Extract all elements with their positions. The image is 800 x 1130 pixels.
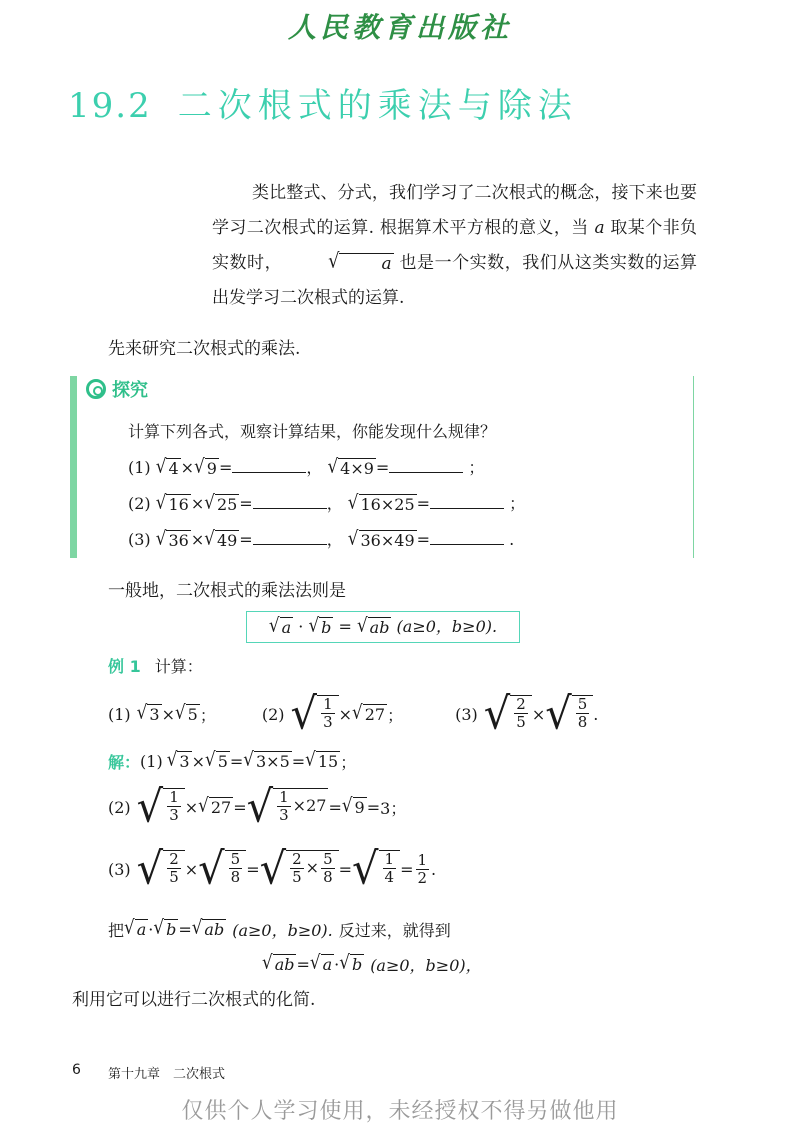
sqrt-a: √ a bbox=[328, 248, 392, 274]
explore-prompt: 计算下列各式，观察计算结果，你能发现什么规律？ bbox=[128, 422, 497, 441]
reverse-line: 把 √ a · √ b = √ ab (a≥0，b≥0). 反过来，就得到 bbox=[108, 915, 451, 940]
example-label: 例 1 bbox=[108, 657, 141, 676]
explore-title: 探究 bbox=[112, 380, 148, 401]
multiplication-rule-box: √ a · √ b = √ ab (a≥0，b≥0). bbox=[246, 611, 520, 643]
example-heading bbox=[108, 654, 203, 677]
solution-line-3: (3) √ $\frac{2}{5}$ × √ $\frac{5}{8}$ = √ $\frac{2}{5}$ × $\frac{5}{8}$ = √ $\frac{1}{4}$ = $\frac{1}{2}$ . bbox=[108, 843, 437, 895]
chapter-label: 第十九章 二次根式 bbox=[108, 1067, 226, 1082]
rule-condition: (a≥0，b≥0). bbox=[396, 617, 498, 636]
intro-text-3: 也是一个实数，我们从这类实数的运算出发学习二次根式的运算. bbox=[212, 253, 698, 308]
watermark: 仅供个人学习使用，未经授权不得另做他用 bbox=[181, 1099, 619, 1124]
solution-line-2: (2) √ $\frac{1}{3}$ × √ 27 = √ $\frac{1}{3}$ ×27 = √ 9 = 3； bbox=[108, 781, 407, 833]
intro-var-a: a bbox=[594, 218, 605, 238]
intro-paragraph bbox=[212, 176, 697, 316]
section-title bbox=[68, 78, 578, 127]
explore-box bbox=[70, 376, 694, 558]
answer-blank[interactable] bbox=[232, 458, 306, 473]
answer-blank[interactable] bbox=[430, 494, 504, 509]
intro-text-1: 类比整式、分式，我们学习了二次根式的概念，接下来也要学习二次根式的运算. 根据算术平方根的意义，当 bbox=[212, 183, 697, 238]
explore-border bbox=[693, 376, 695, 558]
reverse-formula: √ ab = √ a · √ b (a≥0，b≥0)， bbox=[262, 950, 482, 975]
page-number: 6 bbox=[72, 1062, 81, 1078]
explore-item-1: (1) √ 4 × √ 9 = ， √ 4×9 = ； bbox=[128, 454, 485, 479]
closing-text: 利用它可以进行二次根式的化简. bbox=[72, 990, 316, 1010]
solution-label: 解： bbox=[108, 753, 141, 772]
section-name: 二次根式的乘法与除法 bbox=[177, 86, 578, 126]
explore-item-3: (3) √ 36 × √ 49 = ， √ 36×49 = . bbox=[128, 526, 515, 551]
solution-line-1: 解： (1) √ 3 × √ 5 = √ 3×5 = √ 15 ； bbox=[108, 747, 357, 772]
explore-icon bbox=[86, 379, 106, 399]
answer-blank[interactable] bbox=[430, 530, 504, 545]
answer-blank[interactable] bbox=[389, 458, 463, 473]
publisher-logo: 人民教育出版社 bbox=[287, 11, 512, 44]
example-task: 计算： bbox=[154, 657, 203, 676]
lead-text: 先来研究二次根式的乘法. bbox=[108, 339, 301, 359]
answer-blank[interactable] bbox=[253, 494, 327, 509]
explore-heading bbox=[86, 376, 148, 402]
explore-bar bbox=[70, 376, 77, 558]
general-text: 一般地，二次根式的乘法法则是 bbox=[108, 581, 346, 601]
example-problems: (1) √ 3 × √ 5 ； (2) √ $\frac{1}{3}$ × √ 27 ； (3) √ $\frac{2}{5}$ × √ $\frac{5}{8}$ . bbox=[108, 688, 599, 740]
explore-item-2: (2) √ 16 × √ 25 = ， √ 16×25 = ； bbox=[128, 490, 526, 515]
section-number: 19.2 bbox=[68, 86, 152, 126]
answer-blank[interactable] bbox=[253, 530, 327, 545]
intro-text-2: 取某个非负实数时， bbox=[212, 218, 698, 273]
